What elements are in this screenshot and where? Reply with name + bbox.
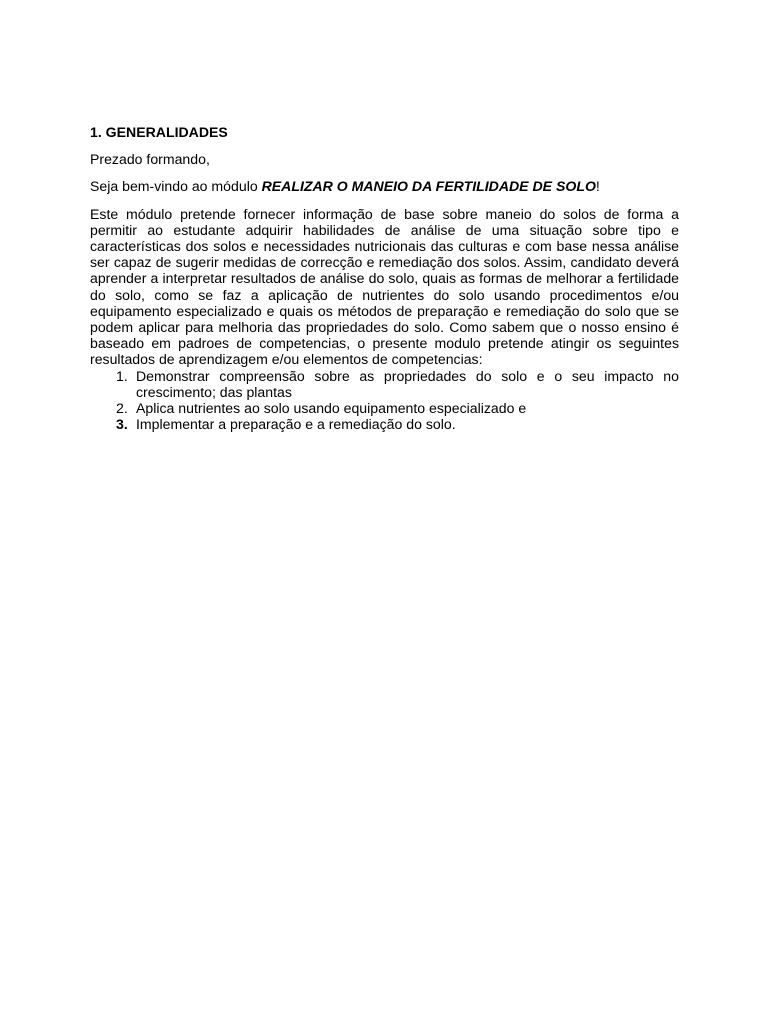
list-item-text: Demonstrar compreensão sobre as propriedades do solo e o seu impacto no crescimento; das plantas (136, 367, 679, 400)
list-item-text: Aplica nutrientes ao solo usando equipamento especializado e (136, 400, 527, 417)
greeting-line: Prezado formando, (90, 151, 210, 168)
welcome-suffix: ! (595, 178, 600, 195)
document-page (90, 124, 679, 432)
list-item (90, 416, 679, 432)
outcomes-list (90, 368, 679, 433)
list-item-number: 3. (116, 416, 128, 433)
section-heading: 1. GENERALIDADES (90, 124, 228, 140)
welcome-line (90, 178, 679, 194)
list-item (90, 400, 679, 416)
list-item-number: 2. (116, 400, 128, 417)
body-paragraph: Este módulo pretende fornecer informação de base sobre maneio do solos de forma a permitir ao estudante adquirir habilidades de análise de uma situação sobre tipo e características dos solos e necessidades nutricionais das culturas e com base nessa análise ser capaz de sugerir medidas de correcção e remediação dos solos. Assim, candidato deverá aprender a interpretar resultados de análise do solo, quais as formas de melhorar a fertilidade do solo, como se faz a aplicação de nutrientes do solo usando procedimentos e/ou equipamento especializado e quais os métodos de preparação e remediação do solo que se podem aplicar para melhoria das propriedades do solo. Como sabem que o nosso ensino é baseado em padroes de competencias, o presente modulo pretende atingir os seguintes resultados de aprendizagem e/ou elementos de competencias: (90, 205, 679, 368)
list-item-number: 1. (116, 367, 128, 384)
module-title: REALIZAR O MANEIO DA FERTILIDADE DE SOLO (261, 178, 596, 195)
list-item-text: Implementar a preparação e a remediação do solo. (136, 416, 456, 433)
welcome-prefix: Seja bem-vindo ao módulo (90, 178, 262, 195)
list-item (90, 368, 679, 400)
